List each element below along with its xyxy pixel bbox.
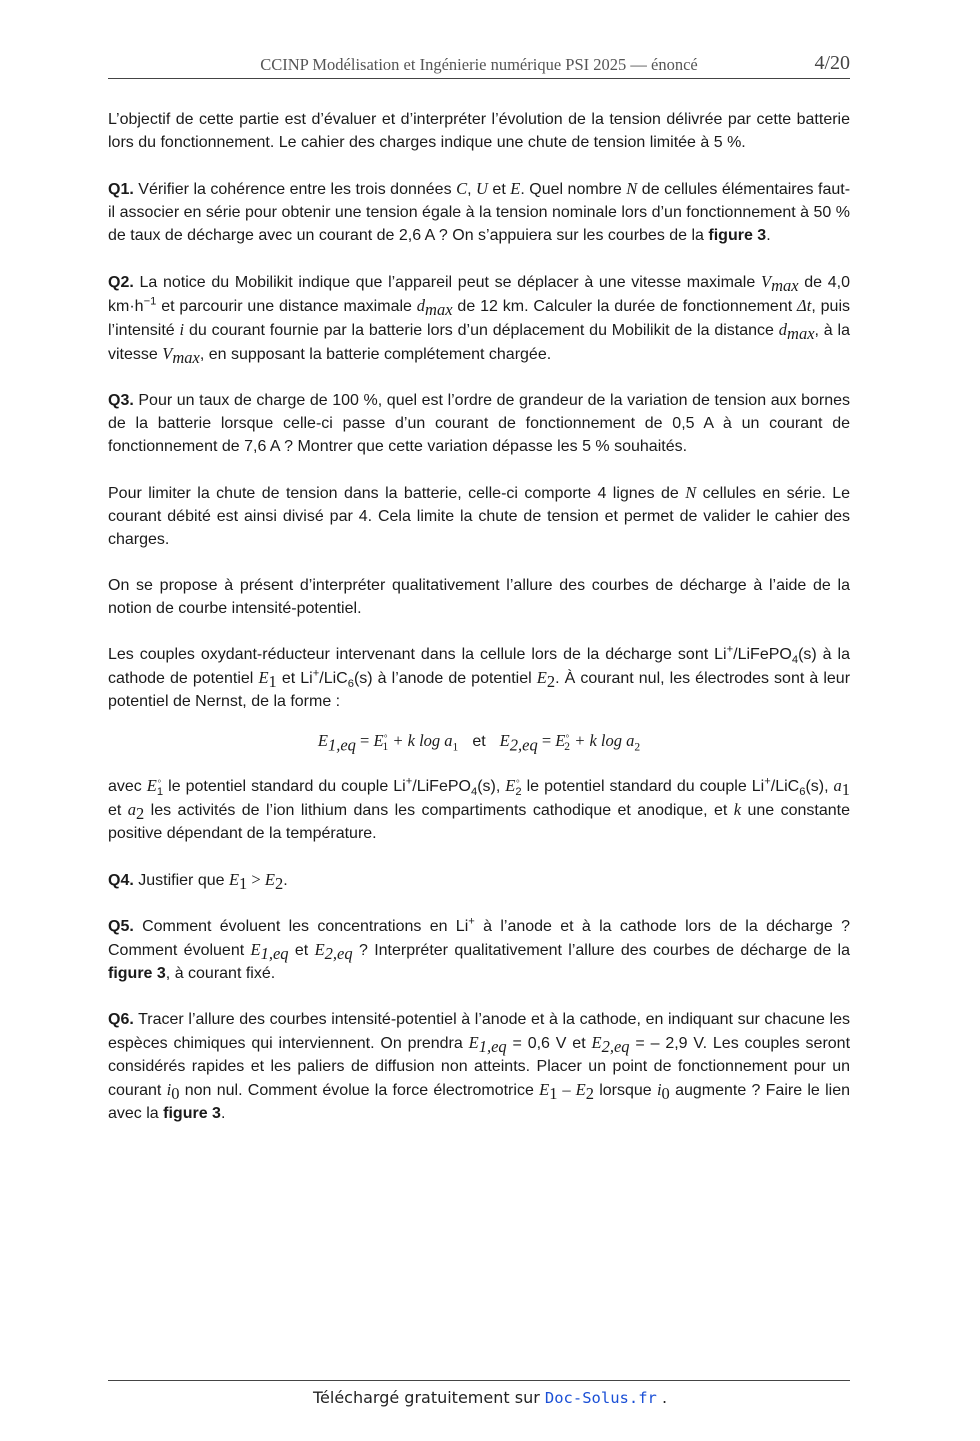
question-2: Q2. La notice du Mobilikit indique que l’appareil peut se déplacer à une vitesse maximale $V_{max}$ de 4,0 $km\cdot h^{-1}$ et parcourir une distance maximale $d_{max}$ de 12 km. Calculer la durée de fonctionnement Δt, puis l’intensité i du courant fournie par la batterie lors d’un déplacement du Mobilikit de la distance $d_{max}$, à la vitesse $V_{max}$, en supposant la batterie complétement chargée. — [108, 272, 850, 368]
avec-paragraph: avec $E^◦_1$ le potentiel standard du couple Li+/LiFePO$_4$(s), $E^◦_2$ le potentiel standard du couple Li+/LiC$_6$(s), $a_1$ et $a_2$ les activités de l’ion lithium dans les compartiments cathodique et anodique, et k une constante positive dépendant de la température. — [108, 775, 851, 842]
propose-paragraph: On se propose à présent d’interpréter qualitativement l’allure des courbes de décharge à l’aide de la notion de courbe intensité-potentiel. — [108, 577, 850, 617]
figure-reference: figure 3 — [163, 1105, 221, 1122]
page-header — [108, 54, 850, 79]
question-1: Q1. Vérifier la cohérence entre les trois données C, U et E. Quel nombre N de cellules élémentaires faut-il associer en série pour obtenir une tension égale à la tension nominale lors d’un fonctionnement à 50 % de taux de décharge avec un courant de 2,6 A ? On s’appuiera sur les courbes de la figure 3. — [108, 179, 851, 244]
question-3: Q3. Pour un taux de charge de 100 %, quel est l’ordre de grandeur de la variation de tension aux bornes de la batterie lorsque celle-ci passe d’un courant de fonctionnement de 0,5 A à un courant de fonctionnement de 7,6 A ? Montrer que cette variation dépasse les 5 % souhaités. — [108, 392, 850, 455]
nernst-equation: $E_{1,eq} = E^◦_1 + k$ $\log a_1$ et $E_{2,eq} = E^◦_2 + k$ $\log a_2$ — [317, 730, 641, 755]
doc-solus-link[interactable]: Doc-Solus.fr — [544, 1389, 657, 1407]
question-label: Q4. — [108, 872, 134, 889]
header-title: CCINP Modélisation et Ingénierie numérique PSI 2025 — énoncé — [260, 55, 698, 74]
equation-separator: et — [472, 733, 486, 750]
document-body — [108, 108, 850, 1148]
couples-paragraph: Les couples oxydant-réducteur intervenant dans la cellule lors de la décharge sont Li+/LiFePO$_4$(s) à la cathode de potentiel $E_1$ et Li+/LiC$_6$(s) à l’anode de potentiel $E_2$. À courant nul, les électrodes sont à leur potentiel de Nernst, de la forme : — [108, 643, 851, 710]
intro-paragraph: L’objectif de cette partie est d’évaluer et d’interpréter l’évolution de la tension délivrée par cette batterie lors du fonctionnement. Le cahier des charges indique une chute de tension limitée à 5 %. — [108, 111, 850, 151]
question-label: Q6. — [108, 1011, 134, 1028]
limit-paragraph: Pour limiter la chute de tension dans la batterie, celle-ci comporte 4 lignes de N cellules en série. Le courant débité est ainsi divisé par 4. Cela limite la chute de tension et permet de valider le cahier des charges. — [108, 483, 851, 548]
question-6: Q6. Tracer l’allure des courbes intensité-potentiel à l’anode et à la cathode, en indiquant sur chacune les espèces chimiques qui interviennent. On prendra $E_{1,eq} = 0,6$ V et $E_{2,eq}$ = – 2,9 V. Les couples seront considérés rapides et les paliers de diffusion non atteints. Placer un point de fonctionnement pour un courant $i_0$ non nul. Comment évolue la force électromotrice $E_1 - E_2$ lorsque $i_0$ augmente ? Faire le lien avec la figure 3. — [108, 1011, 851, 1122]
question-label: Q3. — [108, 392, 134, 409]
page-footer: Téléchargé gratuitement sur Doc-Solus.fr . — [312, 1388, 668, 1407]
question-label: Q5. — [108, 918, 134, 935]
question-label: Q2. — [108, 274, 134, 291]
page-number: 4/20 — [814, 52, 850, 74]
question-label: Q1. — [108, 181, 134, 198]
footer-divider — [108, 1380, 850, 1381]
footer-text: Téléchargé gratuitement sur — [312, 1388, 545, 1407]
question-4: Q4. Justifier que $E_1 > E_2$. — [108, 870, 288, 894]
figure-reference: figure 3 — [708, 227, 767, 244]
question-5: Q5. Comment évoluent les concentrations en Li+ à l’anode et à la cathode lors de la décharge ? Comment évoluent $E_{1,eq}$ et $E_{2,eq}$ ? Interpréter qualitativement l’allure des courbes de décharge de la figure 3, à courant fixé. — [108, 915, 851, 982]
figure-reference: figure 3 — [108, 965, 166, 982]
